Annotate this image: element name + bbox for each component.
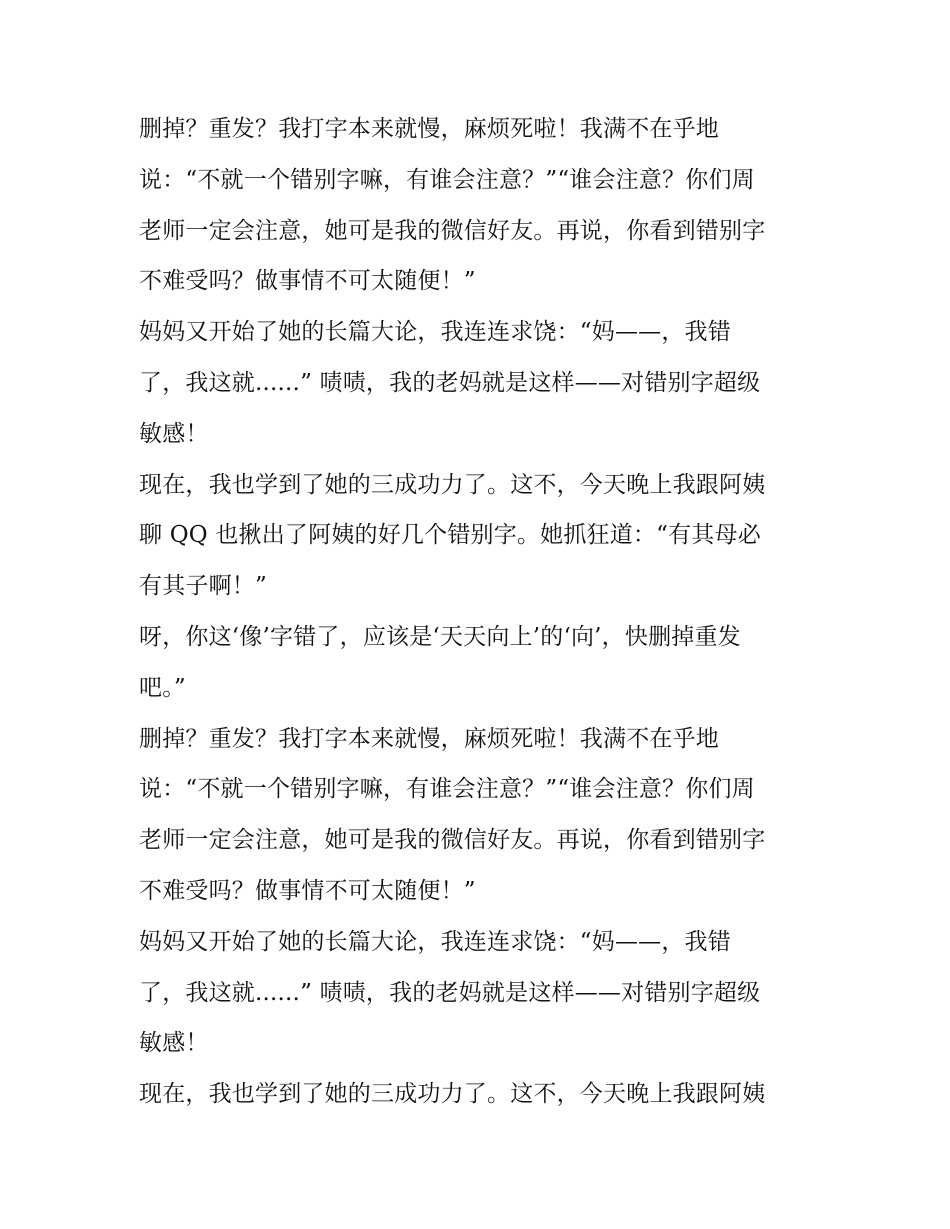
document-text <box>139 104 829 1120</box>
text-line: 妈妈又开始了她的长篇大论，我连连求饶：“妈——，我错 <box>139 928 731 955</box>
text-line: 有其子啊！” <box>139 573 267 600</box>
text-line: 说：“不就一个错别字嘛，有谁会注意？”“谁会注意？你们周 <box>139 776 755 803</box>
text-line: 现在，我也学到了她的三成功力了。这不，今天晚上我跟阿姨 <box>139 1081 766 1108</box>
text-line: 敏感！ <box>139 420 209 447</box>
text-line: 了，我这就......” 啧啧，我的老妈就是这样——对错别字超级 <box>139 369 761 396</box>
text-line: 聊 QQ 也揪出了阿姨的好几个错别字。她抓狂道：“有其母必 <box>139 522 761 549</box>
text-line: 不难受吗？做事情不可太随便！” <box>139 268 476 295</box>
text-line: 删掉？重发？我打字本来就慢，麻烦死啦！我满不在乎地 <box>139 725 719 752</box>
text-line: 了，我这就......” 啧啧，我的老妈就是这样——对错别字超级 <box>139 979 761 1006</box>
text-line: 不难受吗？做事情不可太随便！” <box>139 877 476 904</box>
text-line: 呀，你这‘像’字错了，应该是‘天天向上’的‘向’，快删掉重发 <box>139 623 741 650</box>
text-line: 妈妈又开始了她的长篇大论，我连连求饶：“妈——，我错 <box>139 319 731 346</box>
text-line: 说：“不就一个错别字嘛，有谁会注意？”“谁会注意？你们周 <box>139 166 755 193</box>
text-line: 老师一定会注意，她可是我的微信好友。再说，你看到错别字 <box>139 827 766 854</box>
text-line: 现在，我也学到了她的三成功力了。这不，今天晚上我跟阿姨 <box>139 471 766 498</box>
text-line: 删掉？重发？我打字本来就慢，麻烦死啦！我满不在乎地 <box>139 116 719 142</box>
text-line: 吧。” <box>139 674 186 701</box>
text-line: 老师一定会注意，她可是我的微信好友。再说，你看到错别字 <box>139 217 766 244</box>
text-line: 敏感！ <box>139 1030 209 1057</box>
